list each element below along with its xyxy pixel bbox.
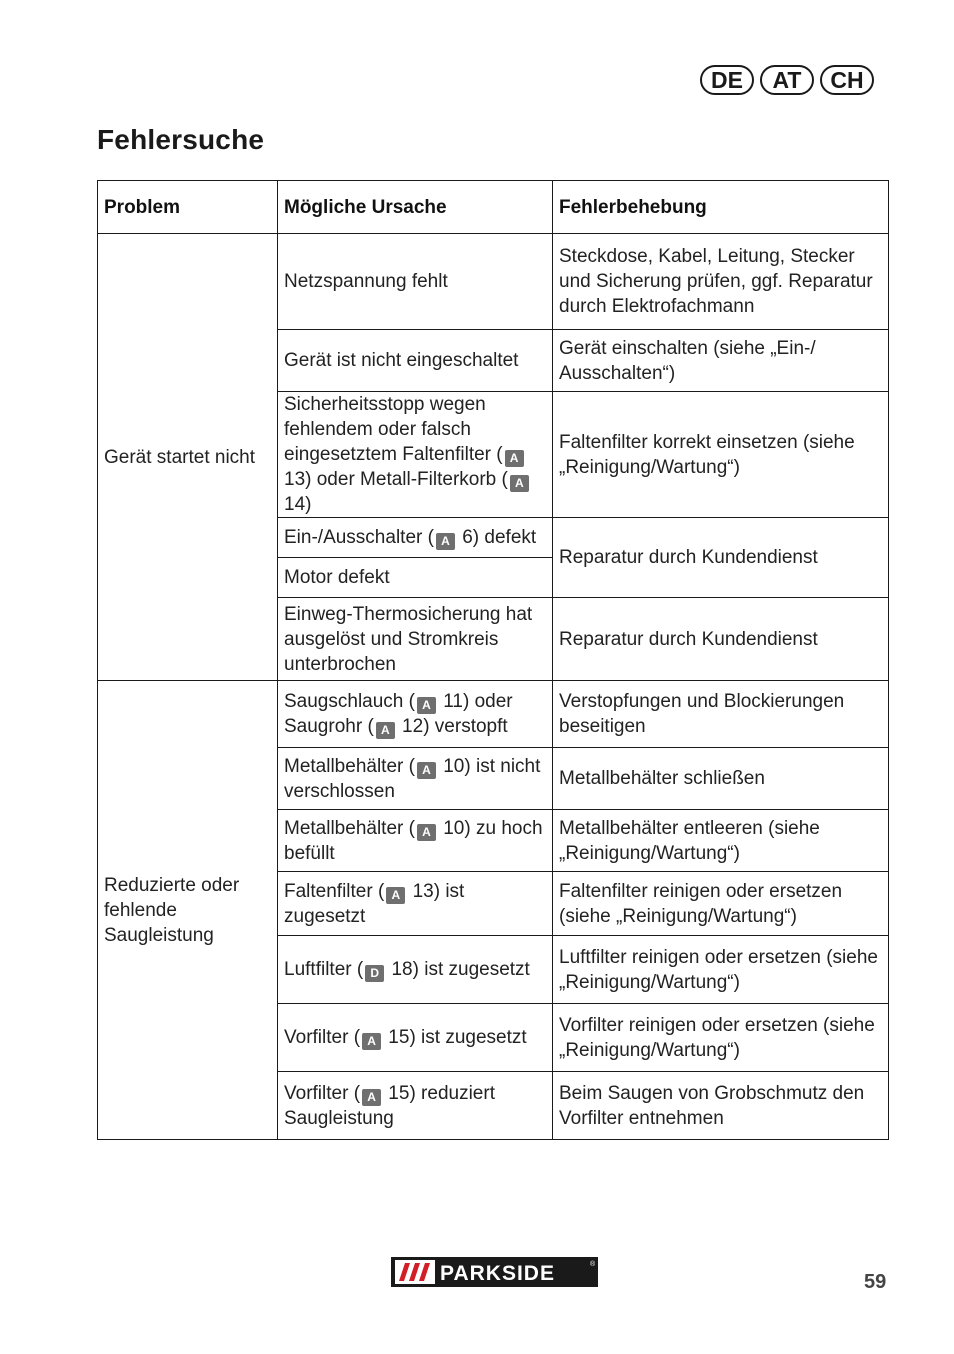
cause-text: Sicherheitsstopp wegen fehlendem oder falsch eingesetztem Faltenfilter ( [284, 394, 503, 465]
cause-text: 11) oder Saugrohr ( [284, 691, 513, 737]
cause-cell [278, 392, 553, 518]
problem-cell: Reduzierte oder fehlende Saugleistung [98, 681, 278, 1140]
cause-text: Gerät ist nicht eingeschaltet [284, 350, 519, 371]
cause-text: 13) oder Metall-Filterkorb ( [284, 469, 508, 490]
cause-cell [278, 330, 553, 392]
cause-text: Metallbehälter ( [284, 755, 415, 777]
cause-text: 15) reduziert Saugleistung [284, 1082, 495, 1129]
remedy-cell: Verstopfungen und Blockierungen beseitigen [553, 681, 889, 748]
remedy-cell: Faltenfilter korrekt einsetzen (siehe „Reinigung/Wartung“) [553, 392, 889, 518]
cause-text: 13) ist zugesetzt [284, 880, 465, 927]
figure-ref-icon: A [436, 533, 455, 550]
cause-cell [278, 748, 553, 810]
section-heading: Fehlersuche [97, 124, 265, 155]
cause-cell [278, 810, 553, 872]
figure-ref-icon: A [376, 722, 395, 739]
remedy-cell: Reparatur durch Kundendienst [553, 518, 889, 598]
cause-text: 10) ist nicht verschlossen [284, 755, 541, 802]
cause-cell [278, 1004, 553, 1072]
cause-text: 15) ist zugesetzt [383, 1027, 527, 1048]
figure-ref-icon: A [362, 1033, 381, 1050]
cause-cell [278, 598, 553, 681]
cause-text: Einweg-Thermosicherung hat ausgelöst und Stromkreis unterbrochen [284, 603, 533, 675]
cause-cell [278, 936, 553, 1004]
remedy-cell: Steckdose, Kabel, Leitung, Stecker und Sicherung prüfen, ggf. Reparatur durch Elektrofachmann [553, 234, 889, 330]
table-header-row [98, 181, 889, 234]
remedy-cell: Reparatur durch Kundendienst [553, 598, 889, 681]
country-badge-ch: CH [820, 65, 874, 95]
figure-ref-icon: A [510, 475, 529, 492]
parkside-logo [391, 1257, 598, 1287]
figure-ref-icon: A [362, 1089, 381, 1106]
cause-text: 6) defekt [456, 527, 537, 548]
cause-text: 12) verstopft [396, 716, 508, 737]
cause-cell [278, 1072, 553, 1140]
cause-text: Vorfilter ( [284, 1027, 361, 1048]
remedy-cell: Faltenfilter reinigen oder ersetzen (siehe „Reinigung/Wartung“) [553, 872, 889, 936]
figure-ref-icon: A [417, 824, 436, 841]
remedy-cell: Beim Saugen von Grobschmutz den Vorfilter entnehmen [553, 1072, 889, 1140]
figure-ref-icon: D [365, 965, 384, 982]
cause-text: Saugschlauch ( [284, 691, 415, 712]
country-badges [700, 65, 874, 95]
page-number: 59 [864, 1271, 887, 1293]
cause-text: Faltenfilter ( [284, 880, 385, 902]
country-badge-at: AT [760, 65, 814, 95]
country-badge-de: DE [700, 65, 754, 95]
cause-cell [278, 234, 553, 330]
table-row [98, 234, 889, 330]
cause-text: Motor defekt [284, 567, 390, 588]
cause-cell [278, 872, 553, 936]
cause-cell [278, 518, 553, 558]
remedy-cell: Luftfilter reinigen oder ersetzen (siehe „Reinigung/Wartung“) [553, 936, 889, 1004]
troubleshooting-table [97, 180, 889, 1140]
cause-text: 10) zu hoch befüllt [284, 817, 543, 864]
remedy-cell: Vorfilter reinigen oder ersetzen (siehe „Reinigung/Wartung“) [553, 1004, 889, 1072]
remedy-cell: Metallbehälter entleeren (siehe „Reinigung/Wartung“) [553, 810, 889, 872]
header-cause: Mögliche Ursache [278, 181, 553, 234]
remedy-cell: Metallbehälter schließen [553, 748, 889, 810]
remedy-cell: Gerät einschalten (siehe „Ein-/ Ausschalten“) [553, 330, 889, 392]
brand-name: PARKSIDE [440, 1262, 555, 1285]
cause-text: Netzspannung fehlt [284, 271, 448, 292]
header-problem: Problem [98, 181, 278, 234]
cause-text: Vorfilter ( [284, 1082, 361, 1104]
cause-text: Metallbehälter ( [284, 817, 415, 839]
table-row [98, 681, 889, 748]
cause-cell [278, 681, 553, 748]
cause-text: Ein-/Ausschalter ( [284, 527, 434, 548]
problem-cell: Gerät startet nicht [98, 234, 278, 681]
cause-text: 14) [284, 494, 312, 515]
figure-ref-icon: A [417, 762, 436, 779]
cause-text: 18) ist zugesetzt [386, 959, 530, 980]
figure-ref-icon: A [417, 697, 436, 714]
figure-ref-icon: A [505, 450, 524, 467]
registered-mark: ® [590, 1261, 596, 1268]
cause-text: Luftfilter ( [284, 959, 364, 980]
figure-ref-icon: A [386, 887, 405, 904]
cause-cell [278, 558, 553, 598]
header-remedy: Fehlerbehebung [553, 181, 889, 234]
